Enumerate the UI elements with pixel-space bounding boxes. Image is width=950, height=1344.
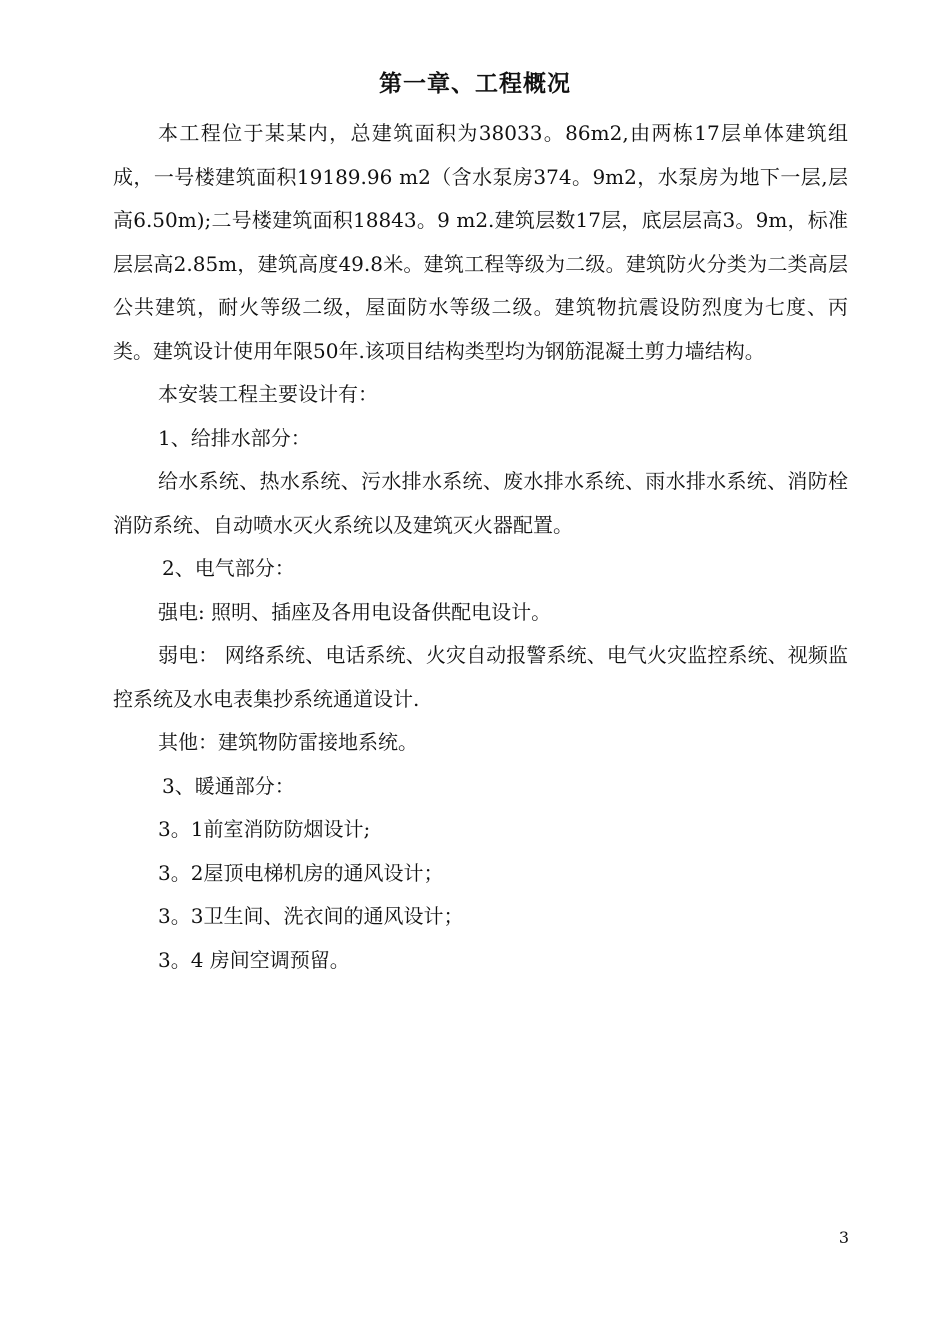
paragraph-water-systems: 给水系统、热水系统、污水排水系统、废水排水系统、雨水排水系统、消防栓消防系统、自动喷水灭火系统以及建筑灭火器配置。 [113,469,848,537]
paragraph-project-overview: 本工程位于某某内，总建筑面积为38033。86m2,由两栋17层单体建筑组成，一号楼建筑面积19189.96 m2（含水泵房374。9m2，水泵房为地下一层,层高6.50m);二号楼建筑面积18843。9 m2.建筑层数17层，底层层高3。9m，标准层层高2.85m，建筑高度49.8米。建筑工程等级为二级。建筑防火分类为二类高层公共建筑，耐火等级二级，屋面防水等级二级。建筑物抗震设防烈度为七度、丙类。建筑设计使用年限50年.该项目结构类型均为钢筋混凝土剪力墙结构。 [113,121,848,363]
paragraph-strong-current: 强电: 照明、插座及各用电设备供配电设计。 [158,599,552,624]
list-item-hvac-3-3: 3。3卫生间、洗衣间的通风设计； [158,904,464,928]
document-body [113,112,848,982]
list-item-hvac-3-1: 3。1前室消防防烟设计; [158,817,371,841]
list-item-hvac-3-2: 3。2屋顶电梯机房的通风设计； [158,860,444,885]
heading-water-supply-drainage: 1、给排水部分： [158,425,311,450]
list-item-hvac-3-4: 3。4 房间空调预留。 [158,947,350,972]
chapter-title: 第一章、工程概况 [379,70,571,97]
page-number: 3 [838,1228,849,1247]
paragraph-weak-current: 弱电： 网络系统、电话系统、火灾自动报警系统、电气火灾监控系统、视频监控系统及水电表集抄系统通道设计. [113,643,848,711]
heading-electrical: 2、电气部分： [162,556,295,580]
paragraph-other-lightning: 其他：建筑物防雷接地系统。 [158,730,418,754]
paragraph-installation-intro: 本安装工程主要设计有： [158,382,378,406]
heading-hvac: 3、暖通部分： [162,773,295,798]
